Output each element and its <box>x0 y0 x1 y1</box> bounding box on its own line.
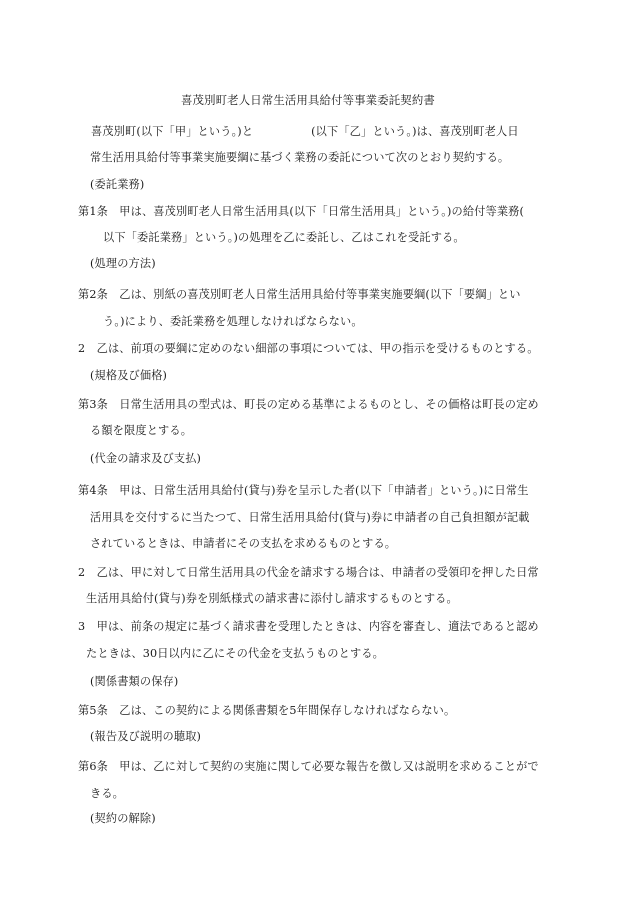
preamble-line-2: 常生活用具給付等事業実施要綱に基づく業務の委託について次のとおり契約する。 <box>90 151 510 164</box>
article-2-line-1: 第2条 乙は、別紙の喜茂別町老人日常生活用具給付等事業実施要綱(以下「要綱」とい <box>78 288 521 301</box>
article-3-line-2: る額を限度とする。 <box>90 424 193 437</box>
article-4-line-3: されているときは、申請者にその支払を求めるものとする。 <box>90 537 397 550</box>
article-7-heading: (契約の解除) <box>90 812 156 825</box>
article-4-line-2: 活用具を交付するに当たつて、日常生活用具給付(貸与)券に申請者の自己負担額が記載 <box>90 511 530 524</box>
article-4-paragraph-2-line-1: 2 乙は、甲に対して日常生活用具の代金を請求する場合は、申請者の受領印を押した日常 <box>78 566 539 579</box>
article-3-line-1: 第3条 日常生活用具の型式は、町長の定める基準によるものとし、その価格は町長の定め <box>78 398 539 411</box>
article-2-line-2: う。)により、委託業務を処理しなければならない。 <box>103 315 363 328</box>
article-6-heading: (報告及び説明の聴取) <box>90 730 202 743</box>
article-2-paragraph-2: 2 乙は、前項の要綱に定めのない細部の事項については、甲の指示を受けるものとする。 <box>78 342 539 355</box>
article-4-paragraph-3-line-1: 3 甲は、前条の規定に基づく請求書を受理したときは、内容を審査し、適法であると認め <box>78 620 539 633</box>
article-2-heading: (処理の方法) <box>90 257 156 270</box>
article-1-heading: (委託業務) <box>90 178 145 191</box>
article-1-line-1: 第1条 甲は、喜茂別町老人日常生活用具(以下「日常生活用具」という。)の給付等業務( <box>78 205 525 218</box>
preamble-part-2: (以下「乙」という。)は、喜茂別町老人日 <box>311 125 519 138</box>
article-4-paragraph-3-line-2: たときは、30日以内に乙にその代金を支払うものとする。 <box>86 647 384 660</box>
article-4-line-1: 第4条 甲は、日常生活用具給付(貸与)券を呈示した者(以下「申請者」という。)に日常生 <box>78 484 529 497</box>
document-title: 喜茂別町老人日常生活用具給付等事業委託契約書 <box>181 93 435 107</box>
article-5-line-1: 第5条 乙は、この契約による関係書類を5年間保存しなければならない。 <box>78 704 456 717</box>
article-5-heading: (関係書類の保存) <box>90 675 179 688</box>
article-4-heading: (代金の請求及び支払) <box>90 452 202 465</box>
article-1-line-2: 以下「委託業務」という。)の処理を乙に委託し、乙はこれを受託する。 <box>103 231 465 244</box>
article-3-heading: (規格及び価格) <box>90 369 168 382</box>
article-4-paragraph-2-line-2: 生活用具給付(貸与)券を別紙様式の請求書に添付し請求するものとする。 <box>86 592 458 605</box>
preamble-part-1: 喜茂別町(以下「甲」という。)と <box>91 125 254 138</box>
article-6-line-2: きる。 <box>90 787 125 800</box>
article-6-line-1: 第6条 甲は、乙に対して契約の実施に関して必要な報告を徴し又は説明を求めることがで <box>78 760 539 773</box>
preamble-line-1 <box>91 125 519 139</box>
